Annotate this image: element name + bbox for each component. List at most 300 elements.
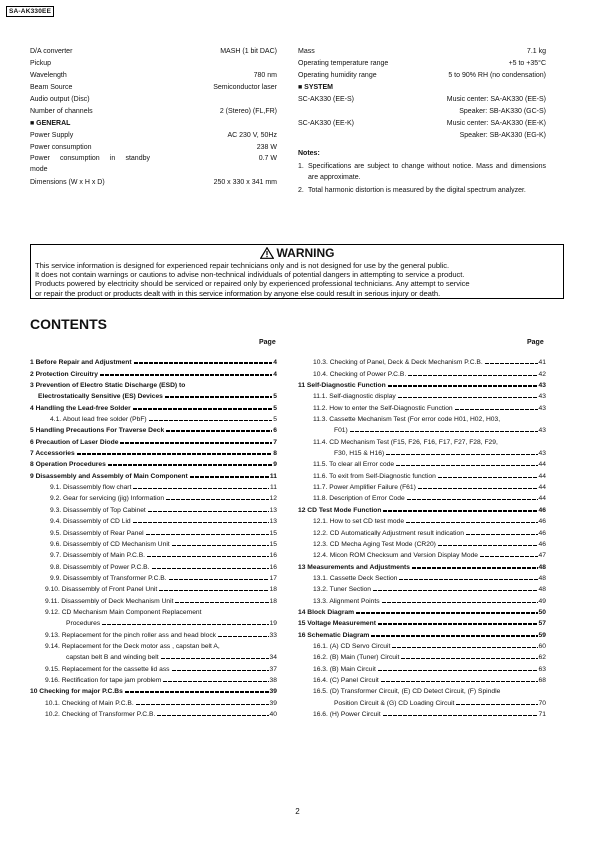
toc-entry-title: 1 Before Repair and Adjustment xyxy=(30,359,132,367)
toc-entry[interactable] xyxy=(298,571,546,582)
toc-entry[interactable] xyxy=(30,593,277,604)
toc-leader-dots xyxy=(485,363,538,364)
toc-entry-title: 10.1. Checking of Main P.C.B. xyxy=(45,699,134,707)
toc-entry[interactable] xyxy=(298,684,546,695)
toc-entry-page: 12 xyxy=(269,495,277,503)
toc-entry-page: 43 xyxy=(538,404,546,412)
toc-entry-title: 9.13. Replacement for the pinch roller ass and head block xyxy=(45,631,217,639)
toc-entry-title: 8 Operation Procedures xyxy=(30,461,106,469)
toc-leader-dots xyxy=(378,623,538,625)
toc-entry-page: 42 xyxy=(538,370,546,378)
toc-entry-page: 47 xyxy=(538,552,546,560)
spec-label: SC-AK330 (EE-K) xyxy=(298,119,355,127)
toc-leader-dots xyxy=(406,522,537,523)
toc-entry[interactable] xyxy=(30,423,277,434)
toc-leader-dots xyxy=(190,476,269,478)
toc-entry-page: 59 xyxy=(538,631,546,639)
toc-entry-page: 37 xyxy=(269,665,277,673)
toc-entry[interactable] xyxy=(298,548,546,559)
toc-entry[interactable] xyxy=(30,378,277,389)
toc-entry[interactable] xyxy=(298,593,546,604)
toc-leader-dots xyxy=(218,636,269,637)
toc-entry[interactable] xyxy=(298,468,546,479)
toc-entry-title: 15 Voltage Measurement xyxy=(298,620,376,628)
spec-row xyxy=(30,69,277,81)
toc-entry[interactable] xyxy=(30,707,277,718)
spec-section-heading: ■ SYSTEM xyxy=(298,83,333,91)
toc-entry[interactable] xyxy=(298,605,546,616)
toc-leader-dots xyxy=(456,704,537,705)
toc-leader-dots xyxy=(149,420,273,421)
toc-leader-dots xyxy=(388,385,538,387)
spec-row xyxy=(30,81,277,93)
toc-entry-title: 9.7. Disassembly of Main P.C.B. xyxy=(50,552,146,560)
toc-entry-page: 40 xyxy=(269,711,277,718)
toc-entry[interactable] xyxy=(298,457,546,468)
spec-section-heading: ■ GENERAL xyxy=(30,119,71,127)
toc-entry-page: 48 xyxy=(538,586,546,594)
toc-entry[interactable] xyxy=(30,366,277,377)
spec-row xyxy=(30,153,277,176)
toc-entry-page: 63 xyxy=(538,665,546,673)
spec-row xyxy=(30,129,277,141)
toc-leader-dots xyxy=(438,545,538,546)
toc-entry-page: 38 xyxy=(269,676,277,684)
toc-entry-page: 17 xyxy=(269,574,277,582)
toc-entry-page: 16 xyxy=(269,563,277,571)
note-number: 1. xyxy=(298,163,304,170)
warning-line: or repair the product or products dealt with in this service information by anyone else could result in serious injury or death. xyxy=(35,288,441,298)
toc-leader-dots xyxy=(418,488,538,489)
toc-entry[interactable] xyxy=(30,491,277,502)
toc-leader-dots xyxy=(383,510,537,512)
toc-entry[interactable] xyxy=(30,355,277,366)
toc-entry[interactable] xyxy=(298,616,546,627)
warning-line: This service information is designed for experienced repair technicians only and is not designed for use by the general public. xyxy=(35,261,450,270)
spec-label: SC-AK330 (EE-S) xyxy=(298,95,355,103)
toc-entry-page: 15 xyxy=(269,540,277,548)
toc-leader-dots xyxy=(382,602,538,603)
toc-entry-title: 3 Prevention of Electro Static Discharge (ESD) to xyxy=(30,382,186,390)
toc-entry-title: 9.1. Disassembly flow chart xyxy=(50,484,132,492)
toc-entry-title: 9.11. Disassembly of Deck Mechanism Unit xyxy=(45,597,174,605)
toc-entry[interactable] xyxy=(30,661,277,672)
toc-entry[interactable] xyxy=(30,684,277,695)
toc-entry[interactable] xyxy=(298,355,546,366)
toc-entry-title: 9 Disassembly and Assembly of Main Component xyxy=(30,472,188,480)
toc-entry-page: 46 xyxy=(538,518,546,526)
toc-entry-page: 4 xyxy=(273,359,277,367)
toc-entry-title: 9.8. Disassembly of Power P.C.B. xyxy=(50,563,150,571)
toc-leader-dots xyxy=(102,624,268,625)
toc-leader-dots xyxy=(165,396,272,398)
toc-entry[interactable] xyxy=(30,400,277,411)
toc-leader-dots xyxy=(136,704,269,705)
toc-entry-page: 18 xyxy=(269,586,277,594)
toc-entry-page: 19 xyxy=(269,620,277,628)
toc-entry-page: 44 xyxy=(538,472,546,480)
toc-entry-title: 11.8. Description of Error Code xyxy=(313,495,405,503)
toc-leader-dots xyxy=(407,499,538,500)
spec-label: Number of channels xyxy=(30,107,93,115)
toc-leader-dots xyxy=(438,477,538,478)
toc-entry-title: 11.1. Self-diagnostic display xyxy=(313,393,396,401)
toc-entry-title: 16.4. (C) Panel Circuit xyxy=(313,676,379,684)
toc-leader-dots xyxy=(408,375,537,376)
toc-leader-dots xyxy=(480,556,538,557)
toc-entry-page: 44 xyxy=(538,484,546,492)
warning-line: It does not contain warnings or cautions to advise non-technical individuals of potential dangers in attempting to service a product. xyxy=(35,270,465,280)
spec-row xyxy=(30,45,277,57)
toc-entry-title: 6 Precaution of Laser Diode xyxy=(30,438,119,446)
toc-entry-page: 71 xyxy=(538,711,546,718)
toc-entry-page: 68 xyxy=(538,676,546,684)
toc-entry[interactable] xyxy=(298,559,546,570)
toc-entry-title: 16.3. (B) Main Circuit xyxy=(313,665,376,673)
toc-leader-dots xyxy=(401,658,537,659)
toc-entry-page: 49 xyxy=(538,597,546,605)
toc-leader-dots xyxy=(157,715,268,716)
toc-leader-dots xyxy=(396,465,537,466)
toc-entry-title: 9.12. CD Mechanism Main Component Replacement xyxy=(45,608,202,616)
toc-leader-dots xyxy=(120,442,272,444)
toc-leader-dots xyxy=(125,691,269,693)
toc-entry[interactable] xyxy=(298,673,546,684)
toc-leader-dots xyxy=(398,397,538,398)
toc-entry[interactable] xyxy=(298,639,546,650)
toc-entry-title: 16.2. (B) Main (Tuner) Circuit xyxy=(313,654,400,662)
toc-leader-dots xyxy=(175,602,268,603)
toc-entry[interactable] xyxy=(298,446,546,457)
toc-entry[interactable] xyxy=(298,400,546,411)
toc-entry-page: 11 xyxy=(270,484,277,492)
toc-entry[interactable] xyxy=(298,537,546,548)
toc-entry-page: 15 xyxy=(269,529,277,537)
toc-entry[interactable] xyxy=(30,605,277,616)
spec-value: AC 230 V, 50Hz xyxy=(227,131,277,139)
warning-title-text: WARNING xyxy=(276,246,335,260)
toc-entry-title: 12.3. CD Mecha Aging Test Mode (CR20) xyxy=(313,540,436,548)
toc-entry[interactable] xyxy=(30,673,277,684)
warning-box xyxy=(30,244,564,299)
spec-label: Beam Source xyxy=(30,83,73,91)
toc-entry-title: 9.9. Disassembly of Transformer P.C.B. xyxy=(50,574,167,582)
toc-entry[interactable] xyxy=(298,423,546,434)
toc-entry-page: 43 xyxy=(538,427,546,435)
toc-entry-title: 12.4. Micon ROM Checksum and Version Display Mode xyxy=(313,552,479,560)
spec-value: 5 to 90% RH (no condensation) xyxy=(448,71,546,79)
toc-entry-title: 12 CD Test Mode Function xyxy=(298,506,382,514)
toc-entry[interactable] xyxy=(30,639,277,650)
spec-label-line: mode xyxy=(30,166,48,173)
toc-leader-dots xyxy=(371,635,537,637)
spec-value: Semiconductor laser xyxy=(213,83,277,91)
toc-entry-title: 9.2. Gear for servicing (jig) Information xyxy=(50,495,165,503)
toc-entry[interactable] xyxy=(30,582,277,593)
toc-entry[interactable] xyxy=(298,582,546,593)
specs-right xyxy=(298,45,546,196)
toc-entry-title: 2 Protection Circuitry xyxy=(30,370,99,378)
toc-leader-dots xyxy=(455,409,538,410)
spec-value: 238 W xyxy=(256,143,277,151)
toc-leader-dots xyxy=(133,522,269,523)
toc-entry[interactable] xyxy=(30,457,277,468)
toc-entry-page: 7 xyxy=(273,438,277,446)
spec-row xyxy=(298,45,546,57)
toc-entry-title: 9.16. Rectification for tape jam problem xyxy=(45,676,162,684)
toc-entry-title: Position Circuit & (G) CD Loading Circuit xyxy=(334,699,455,707)
toc-entry-title: 4.1. About lead free solder (PbF) xyxy=(50,416,147,424)
toc-entry[interactable] xyxy=(30,446,277,457)
toc-entry-page: 11 xyxy=(269,472,277,480)
spec-value: 250 x 330 x 341 mm xyxy=(213,178,277,186)
toc-entry[interactable] xyxy=(30,548,277,559)
toc-entry-title: 10.4. Checking of Power P.C.B. xyxy=(313,370,407,378)
spec-row xyxy=(30,141,277,153)
toc-entry-page: 33 xyxy=(269,631,277,639)
spec-row xyxy=(298,69,546,81)
toc-entry[interactable] xyxy=(298,491,546,502)
toc-entry[interactable] xyxy=(30,514,277,525)
spec-value: 2 (Stereo) (FL,FR) xyxy=(219,107,277,115)
toc-entry-title: 11.6. To exit from Self-Diagnostic function xyxy=(313,472,436,480)
toc-entry-page: 34 xyxy=(269,654,277,662)
toc-entry-title: 13 Measurements and Adjustments xyxy=(298,563,410,571)
toc-leader-dots xyxy=(147,556,269,557)
spec-label-line: Power consumption in standby xyxy=(30,155,150,162)
toc-leader-dots xyxy=(172,670,269,671)
toc-entry-title: 11.7. Power Amplifier Failure (F61) xyxy=(313,484,416,492)
note-item xyxy=(298,161,546,183)
spec-row xyxy=(298,105,546,117)
toc-entry-page: 5 xyxy=(273,404,277,412)
toc-entry-title: 16.1. (A) CD Servo Circuit xyxy=(313,642,391,650)
spec-label: Power Supply xyxy=(30,131,74,139)
toc-entry[interactable] xyxy=(30,559,277,570)
toc-entry[interactable] xyxy=(30,571,277,582)
toc-entry-title: 10.2. Checking of Transformer P.C.B. xyxy=(45,711,156,718)
toc-entry-page: 44 xyxy=(538,461,546,469)
toc-entry-title: 10.3. Checking of Panel, Deck & Deck Mechanism P.C.B. xyxy=(313,359,483,367)
toc-entry[interactable] xyxy=(30,434,277,445)
toc-leader-dots xyxy=(152,568,269,569)
spec-value: 7.1 kg xyxy=(526,47,546,55)
toc-leader-dots xyxy=(386,454,537,455)
toc-leader-dots xyxy=(133,488,269,489)
toc-entry-page: 13 xyxy=(269,518,277,526)
toc-entry-page: 48 xyxy=(538,563,546,571)
toc-entry-page: 39 xyxy=(269,699,277,707)
toc-leader-dots xyxy=(350,431,538,432)
spec-value: Music center: SA-AK330 (EE-S) xyxy=(446,95,546,103)
toc-entry-title: 9.15. Replacement for the cassette lid ass xyxy=(45,665,170,673)
toc-entry-title: 13.2. Tuner Section xyxy=(313,586,371,594)
spec-label: Power consumption xyxy=(30,143,92,151)
toc-entry-page: 43 xyxy=(538,393,546,401)
spec-label xyxy=(30,153,150,175)
toc-entry[interactable] xyxy=(298,434,546,445)
toc-entry-title: 16.6. (H) Power Circuit xyxy=(313,711,381,718)
toc-leader-dots xyxy=(412,567,538,569)
spec-label: Mass xyxy=(298,47,315,55)
toc-entry[interactable] xyxy=(30,525,277,536)
toc-entry-page: 41 xyxy=(538,359,546,367)
toc-entry-page: 18 xyxy=(269,597,277,605)
model-code-tag: SA-AK330EE xyxy=(6,6,54,17)
toc-leader-dots xyxy=(381,681,538,682)
spec-label: Operating temperature range xyxy=(298,59,389,67)
toc-entry-title: 9.4. Disassembly of CD Lid xyxy=(50,518,131,526)
toc-entry-title: F30, H15 & H16) xyxy=(334,450,385,458)
toc-entry-title: 11.5. To clear all Error code xyxy=(313,461,395,469)
toc-leader-dots xyxy=(100,374,272,376)
toc-leader-dots xyxy=(161,658,269,659)
toc-leader-dots xyxy=(146,534,269,535)
toc-entry-title: 10 Checking for major P.C.Bs xyxy=(30,688,123,696)
toc-entry-title: 13.3. Alignment Points xyxy=(313,597,380,605)
spec-row xyxy=(30,176,277,188)
toc-entry-title: 9.3. Disassembly of Top Cabinet xyxy=(50,506,146,514)
toc-entry-page: 9 xyxy=(273,461,277,469)
toc-entry-title: 9.10. Disassembly of Front Panel Unit xyxy=(45,586,158,594)
toc-entry-title: 12.1. How to set CD test mode xyxy=(313,518,405,526)
toc-entry-title: 9.6. Disassembly of CD Mechanism Unit xyxy=(50,540,170,548)
note-text: Specifications are subject to change without notice. Mass and dimensions are approximate. xyxy=(308,163,546,181)
toc-entry[interactable] xyxy=(298,480,546,491)
toc-entry-title: 5 Handling Precautions For Traverse Deck xyxy=(30,427,165,435)
toc-entry[interactable] xyxy=(30,695,277,706)
toc-entry[interactable] xyxy=(298,661,546,672)
toc-leader-dots xyxy=(166,499,268,500)
toc-entry[interactable] xyxy=(298,412,546,423)
toc-entry-title: 7 Accessories xyxy=(30,450,75,458)
toc-entry-page: 4 xyxy=(273,370,277,378)
toc-entry[interactable] xyxy=(30,480,277,491)
toc-entry[interactable] xyxy=(298,502,546,513)
toc-entry-page: 60 xyxy=(538,642,546,650)
toc-entry-title: 11 Self-Diagnostic Function xyxy=(298,382,386,390)
toc-leader-dots xyxy=(134,362,273,364)
toc-entry-page: 57 xyxy=(538,620,546,628)
toc-entry[interactable] xyxy=(298,695,546,706)
toc-entry[interactable] xyxy=(298,514,546,525)
spec-value: Speaker: SB-AK330 (GC-S) xyxy=(459,107,546,115)
toc-entry-page: 70 xyxy=(538,699,546,707)
spec-label: Audio output (Disc) xyxy=(30,95,90,103)
toc-entry-title: 16 Schematic Diagram xyxy=(298,631,370,639)
note-number: 2. xyxy=(298,187,304,194)
toc-leader-dots xyxy=(383,715,538,716)
toc-entry-page: 6 xyxy=(273,427,277,435)
spec-value: 780 nm xyxy=(253,71,277,79)
warning-triangle-icon xyxy=(260,247,274,259)
toc-leader-dots xyxy=(356,612,537,614)
toc-entry-page: 16 xyxy=(269,552,277,560)
notes-list xyxy=(298,161,546,196)
toc-entry[interactable] xyxy=(298,525,546,536)
spec-label: D/A converter xyxy=(30,47,73,55)
warning-title xyxy=(31,246,563,261)
spec-row xyxy=(30,57,277,69)
warning-line: Products powered by electricity should be serviced or repaired only by experienced professional technicians. Any attempt to service xyxy=(35,279,470,289)
toc-page-label-left: Page xyxy=(259,339,276,346)
toc-entry-title: 9.5. Disassembly of Rear Panel xyxy=(50,529,144,537)
toc-entry-title: 13.1. Cassette Deck Section xyxy=(313,574,398,582)
toc-entry-title: 11.3. Cassette Mechanism Test (For error code H01, H02, H03, xyxy=(313,416,501,424)
spec-label: Operating humidity range xyxy=(298,71,377,79)
toc-entry[interactable] xyxy=(30,389,277,400)
toc-entry-page: 50 xyxy=(538,608,546,616)
spec-row xyxy=(298,57,546,69)
toc-leader-dots xyxy=(166,430,272,432)
spec-value: Music center: SA-AK330 (EE-K) xyxy=(446,119,546,127)
spec-row xyxy=(298,129,546,141)
toc-entry[interactable] xyxy=(298,650,546,661)
toc-entry-page: 46 xyxy=(538,529,546,537)
notes-title: Notes: xyxy=(298,150,320,157)
spec-row xyxy=(298,93,546,105)
toc-entry-title: Electrostatically Sensitive (ES) Devices xyxy=(38,393,163,401)
toc-entry[interactable] xyxy=(30,468,277,479)
toc-page-label-right: Page xyxy=(527,339,544,346)
toc-entry[interactable] xyxy=(298,366,546,377)
spec-value: 0.7 W xyxy=(258,155,277,162)
toc-entry-title: 4 Handling the Lead-free Solder xyxy=(30,404,131,412)
toc-entry[interactable] xyxy=(298,627,546,638)
toc-entry-page: 44 xyxy=(538,495,546,503)
toc-entry-title: F01) xyxy=(334,427,348,435)
toc-entry[interactable] xyxy=(298,389,546,400)
warning-text xyxy=(31,261,563,298)
spec-value: +5 to +35°C xyxy=(508,59,546,67)
spec-row xyxy=(30,93,277,105)
toc-entry[interactable] xyxy=(298,707,546,718)
spec-value: Speaker: SB-AK330 (EG-K) xyxy=(459,131,546,139)
toc-leader-dots xyxy=(163,681,268,682)
toc-entry[interactable] xyxy=(30,650,277,661)
spec-label: Wavelength xyxy=(30,71,67,79)
toc-entry-page: 39 xyxy=(269,688,277,696)
toc-entry[interactable] xyxy=(30,616,277,627)
spec-row xyxy=(298,117,546,129)
toc-right-column xyxy=(298,355,546,718)
toc-entry-page: 13 xyxy=(269,506,277,514)
toc-entry-title: capstan belt B and winding belt xyxy=(66,654,159,662)
toc-entry-page: 46 xyxy=(538,540,546,548)
toc-entry-title: 11.2. How to enter the Self-Diagnostic Function xyxy=(313,404,453,412)
toc-entry[interactable] xyxy=(30,627,277,638)
toc-entry[interactable] xyxy=(30,537,277,548)
toc-entry[interactable] xyxy=(30,412,277,423)
toc-entry-page: 48 xyxy=(538,574,546,582)
toc-leader-dots xyxy=(466,534,538,535)
toc-leader-dots xyxy=(373,590,538,591)
toc-entry-title: 12.2. CD Automatically Adjustment result indication xyxy=(313,529,464,537)
note-text: Total harmonic distortion is measured by the digital spectrum analyzer. xyxy=(308,187,526,194)
spec-value: MASH (1 bit DAC) xyxy=(220,47,277,55)
toc-leader-dots xyxy=(169,579,269,580)
toc-entry[interactable] xyxy=(30,502,277,513)
toc-entry-page: 43 xyxy=(538,382,546,390)
toc-leader-dots xyxy=(392,647,537,648)
toc-leader-dots xyxy=(172,545,269,546)
toc-leader-dots xyxy=(378,670,538,671)
spec-label: Dimensions (W x H x D) xyxy=(30,178,105,186)
toc-entry-title: 9.14. Replacement for the Deck motor ass , capstan belt A, xyxy=(45,642,220,650)
toc-leader-dots xyxy=(159,590,268,591)
spec-label: Pickup xyxy=(30,59,52,67)
toc-entry[interactable] xyxy=(298,378,546,389)
